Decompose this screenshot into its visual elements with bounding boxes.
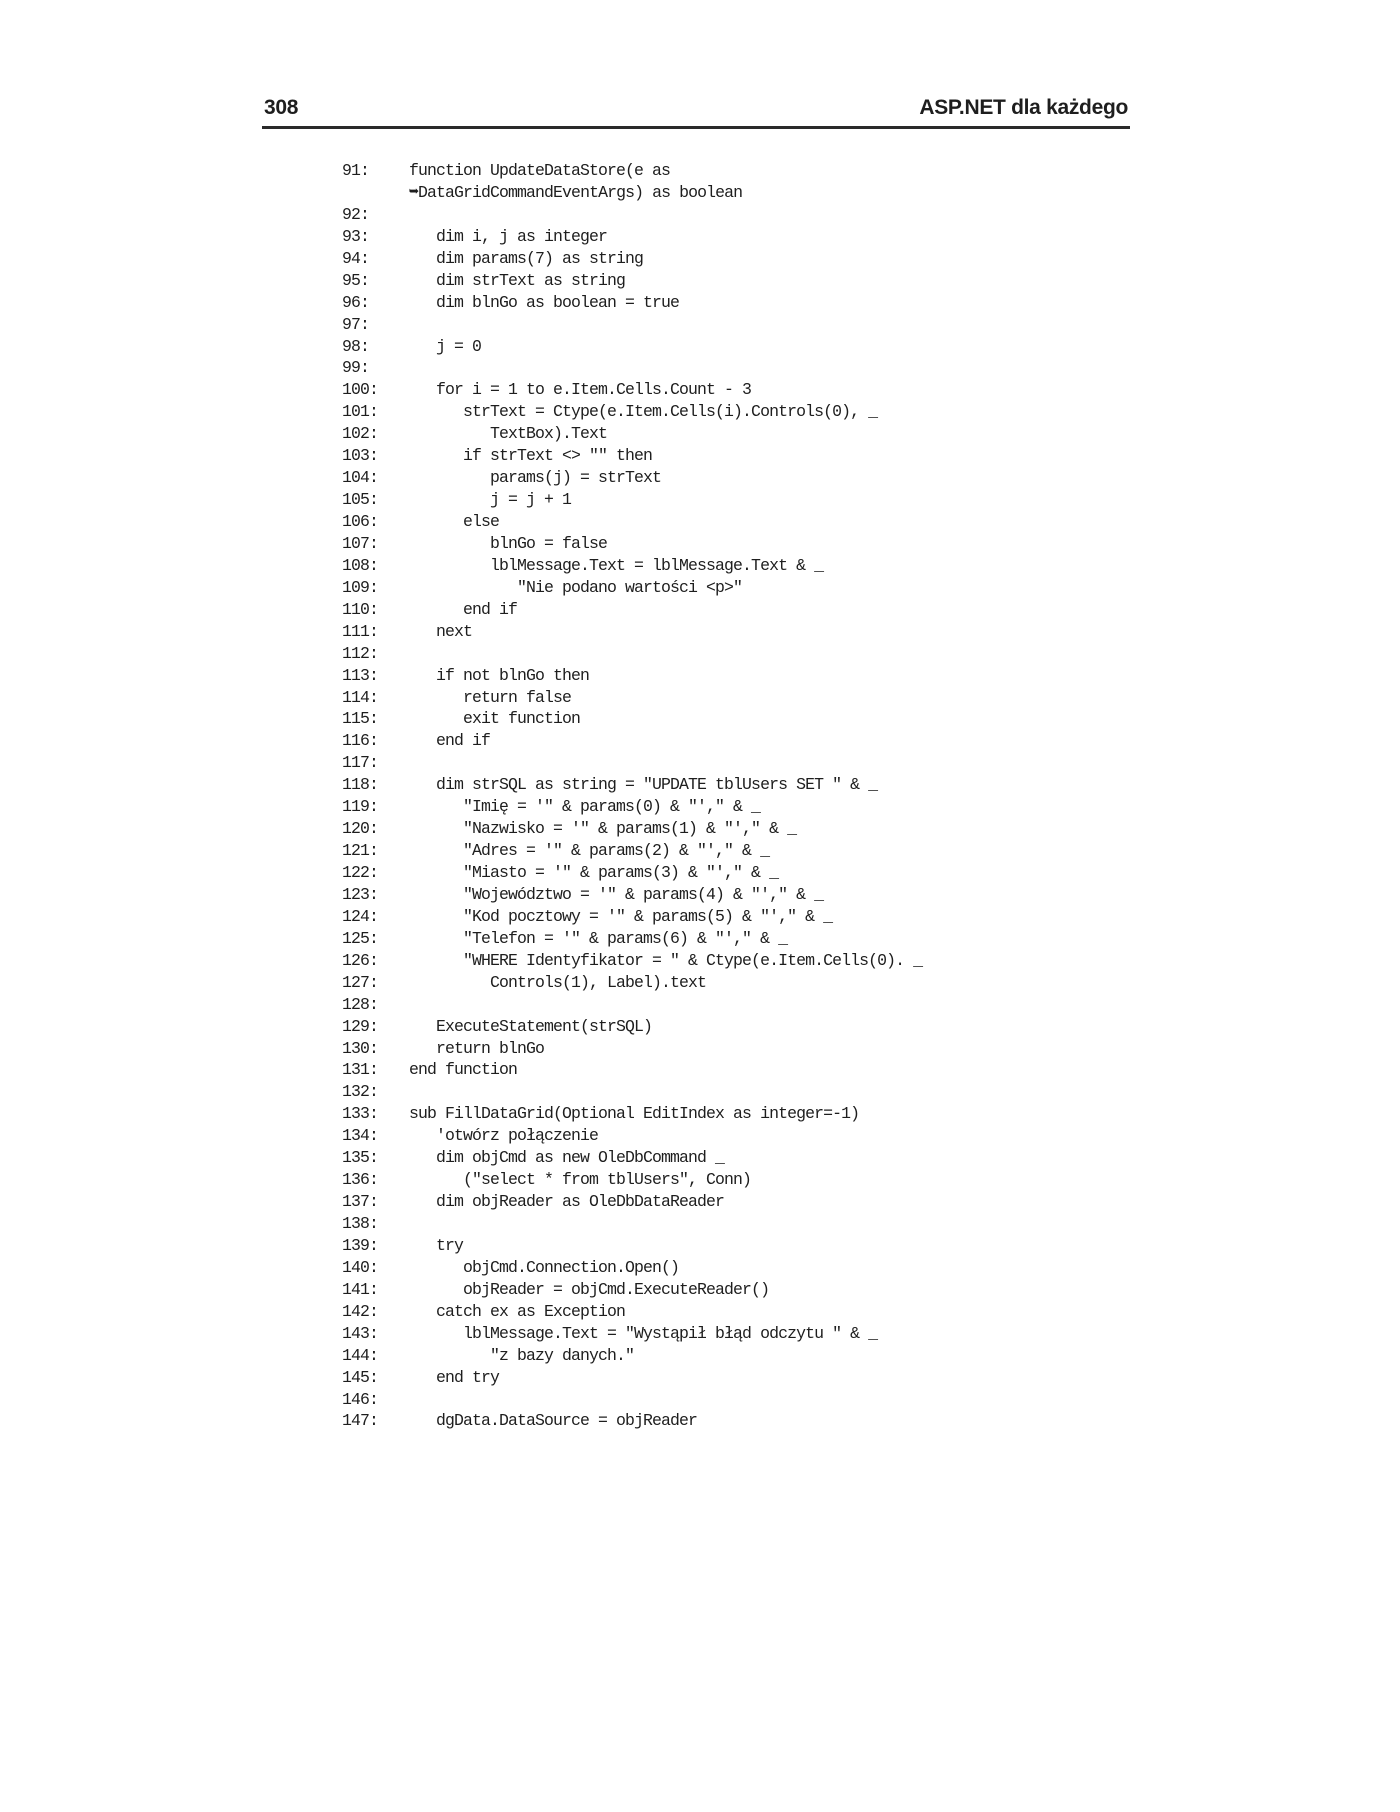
code-text: j = j + 1 [409,490,572,510]
code-line [342,248,1102,270]
line-number: 133: [342,1104,379,1124]
line-number: 100: [342,380,379,400]
code-line [342,182,1102,204]
code-line [342,226,1102,248]
line-number: 113: [342,665,379,685]
line-number: 126: [342,950,379,970]
code-text: lblMessage.Text = lblMessage.Text & _ [409,555,824,575]
code-line [342,1103,1102,1125]
code-line [342,577,1102,599]
line-number: 93: [342,226,370,246]
line-number: 98: [342,336,370,356]
code-text: if strText <> "" then [409,446,653,466]
code-text: lblMessage.Text = "Wystąpił błąd odczytu " & _ [409,1323,878,1343]
code-text: catch ex as Exception [409,1301,626,1321]
code-line [342,599,1102,621]
code-line [342,621,1102,643]
line-number: 132: [342,1082,379,1102]
line-number: 146: [342,1389,379,1409]
code-line [342,752,1102,774]
code-line [342,1169,1102,1191]
code-line [342,730,1102,752]
page-header [262,94,1130,129]
line-number: 129: [342,1016,379,1036]
code-line [342,1279,1102,1301]
code-text: TextBox).Text [409,424,608,444]
code-text: end if [409,599,518,619]
code-line [342,379,1102,401]
code-text: next [409,621,473,641]
code-text: blnGo = false [409,533,608,553]
code-text: j = 0 [409,336,482,356]
code-line [342,1367,1102,1389]
code-line [342,884,1102,906]
code-text: end try [409,1367,500,1387]
line-number: 128: [342,994,379,1014]
line-number: 97: [342,314,370,334]
code-text: "Imię = '" & params(0) & "'," & _ [409,797,761,817]
code-line [342,1016,1102,1038]
line-number: 138: [342,1214,379,1233]
code-text: dim params(7) as string [409,248,644,268]
code-line [342,292,1102,314]
line-number: 110: [342,599,379,619]
code-line [342,1301,1102,1323]
code-line [342,511,1102,533]
code-line [342,1038,1102,1060]
page-number: 308 [264,96,299,119]
code-line [342,708,1102,730]
code-line [342,687,1102,709]
line-number: 117: [342,753,379,773]
line-number: 105: [342,490,379,510]
line-number: 144: [342,1345,379,1365]
line-number: 141: [342,1279,379,1299]
code-text: strText = Ctype(e.Item.Cells(i).Controls(0), _ [409,402,878,422]
code-line [342,160,1102,182]
code-text: dim i, j as integer [409,226,608,246]
code-line [342,1191,1102,1213]
code-text: "Adres = '" & params(2) & "'," & _ [409,841,770,861]
line-number: 106: [342,512,379,531]
code-line [342,906,1102,928]
line-number: 123: [342,884,379,904]
code-line [342,1410,1102,1432]
line-number: 130: [342,1038,379,1058]
line-number: 139: [342,1235,379,1255]
code-line [342,401,1102,423]
line-number: 107: [342,533,379,553]
line-number: 101: [342,402,379,422]
code-line [342,994,1102,1016]
code-text: "Nie podano wartości <p>" [409,577,743,597]
line-number: 145: [342,1367,379,1387]
code-text: objCmd.Connection.Open() [409,1257,680,1277]
code-line [342,796,1102,818]
code-text: ➥DataGridCommandEventArgs) as boolean [409,182,743,202]
code-line [342,1081,1102,1103]
code-text: if not blnGo then [409,665,590,685]
code-line [342,1059,1102,1081]
code-text: end if [409,731,491,751]
code-line [342,665,1102,687]
code-text: 'otwórz połączenie [409,1126,599,1146]
code-text: params(j) = strText [409,468,662,488]
code-line [342,204,1102,226]
code-line [342,862,1102,884]
code-text: dim objCmd as new OleDbCommand _ [409,1148,725,1168]
code-text: "WHERE Identyfikator = " & Ctype(e.Item.Cells(0). _ [409,950,923,970]
code-text: Controls(1), Label).text [409,972,707,992]
line-number: 135: [342,1148,379,1168]
code-text: "Województwo = '" & params(4) & "'," & _ [409,884,824,904]
code-listing [342,160,1102,1432]
code-text: sub FillDataGrid(Optional EditIndex as integer=-1) [409,1104,860,1124]
line-number: 99: [342,358,370,378]
line-number: 127: [342,972,379,992]
code-text: "Telefon = '" & params(6) & "'," & _ [409,928,788,948]
code-text: "Miasto = '" & params(3) & "'," & _ [409,863,779,882]
line-number: 115: [342,709,379,729]
line-number: 96: [342,292,370,312]
line-number: 119: [342,797,379,817]
code-text: dim strSQL as string = "UPDATE tblUsers SET " & _ [409,775,878,795]
code-line [342,270,1102,292]
line-number: 137: [342,1192,379,1212]
code-line [342,972,1102,994]
code-line [342,1323,1102,1345]
line-number: 120: [342,819,379,839]
code-line [342,357,1102,379]
code-text: exit function [409,709,581,729]
line-number: 140: [342,1257,379,1277]
line-number: 94: [342,248,370,268]
code-text: dim objReader as OleDbDataReader [409,1192,725,1212]
code-line [342,1389,1102,1411]
code-line [342,314,1102,336]
code-line [342,489,1102,511]
line-number: 102: [342,424,379,444]
line-number: 112: [342,643,379,663]
code-text: try [409,1235,464,1255]
line-number: 131: [342,1060,379,1080]
code-text: end function [409,1060,518,1080]
code-line [342,1257,1102,1279]
code-line [342,336,1102,358]
code-text: dim strText as string [409,270,626,290]
line-number: 111: [342,621,379,641]
line-number: 116: [342,731,379,751]
book-title: ASP.NET dla każdego [919,96,1128,119]
code-line [342,423,1102,445]
code-text: ("select * from tblUsers", Conn) [409,1170,752,1190]
code-text: objReader = objCmd.ExecuteReader() [409,1279,770,1299]
code-line [342,840,1102,862]
line-number: 103: [342,446,379,466]
code-text: "Kod pocztowy = '" & params(5) & "'," & _ [409,906,833,926]
line-number: 92: [342,204,370,224]
line-number: 91: [342,161,370,180]
line-number: 122: [342,863,379,882]
code-line [342,1125,1102,1147]
line-number: 124: [342,906,379,926]
line-number: 121: [342,841,379,861]
code-text: ExecuteStatement(strSQL) [409,1016,653,1036]
line-number: 95: [342,270,370,290]
line-number: 118: [342,775,379,795]
line-number: 109: [342,577,379,597]
code-line [342,533,1102,555]
code-text: for i = 1 to e.Item.Cells.Count - 3 [409,380,752,400]
code-line [342,467,1102,489]
code-line [342,1213,1102,1235]
code-line [342,445,1102,467]
code-text: "z bazy danych." [409,1345,635,1365]
line-number: 114: [342,687,379,707]
line-number: 147: [342,1411,379,1431]
code-text: dgData.DataSource = objReader [409,1411,698,1431]
code-text: return blnGo [409,1038,545,1058]
line-number: 125: [342,928,379,948]
code-line [342,1147,1102,1169]
code-text: dim blnGo as boolean = true [409,292,680,312]
code-line [342,774,1102,796]
line-number: 142: [342,1301,379,1321]
line-number: 104: [342,468,379,488]
code-text: else [409,512,500,531]
code-line [342,1235,1102,1257]
code-line [342,555,1102,577]
code-text: "Nazwisko = '" & params(1) & "'," & _ [409,819,797,839]
code-line [342,1345,1102,1367]
code-text: function UpdateDataStore(e as [409,161,671,180]
code-text: return false [409,687,572,707]
code-line [342,643,1102,665]
code-line [342,928,1102,950]
line-number: 136: [342,1170,379,1190]
line-number: 143: [342,1323,379,1343]
line-number: 134: [342,1126,379,1146]
line-number: 108: [342,555,379,575]
code-line [342,950,1102,972]
code-line [342,818,1102,840]
